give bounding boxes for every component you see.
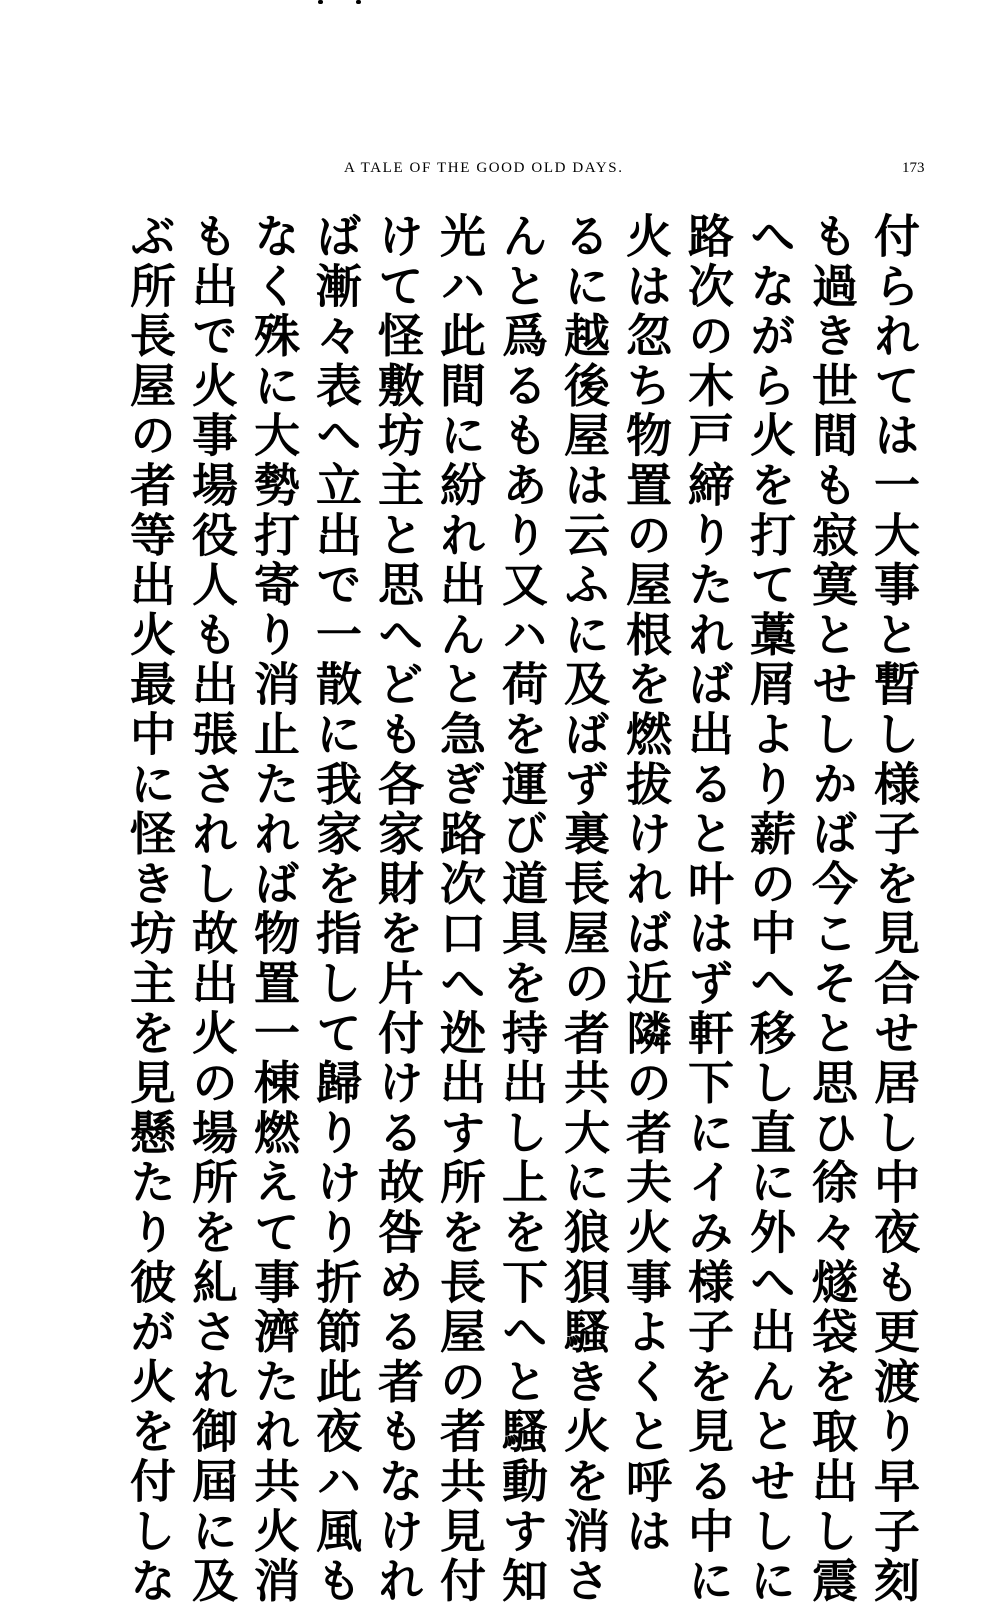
page-number: 173 xyxy=(902,160,925,176)
text-column-5: 火は忽ち物置の屋根を燃拔ければ近隣の者夫火事よくと呼は xyxy=(619,212,673,1557)
stray-ink-mark xyxy=(356,0,361,4)
text-column-1: 付られては一大事と暫し様子を見合せ居し中夜も更渡り早子刻 xyxy=(867,212,921,1606)
text-column-7: んと爲るもあり又ハ荷を運び道具を持出し上を下へと騷動す知 xyxy=(495,212,549,1606)
text-column-8: 光ハ此間に紛れ出んと急ぎ路次口へ迯出す所を長屋の者共見付 xyxy=(433,212,487,1606)
text-column-13: ぶ所長屋の者等出火最中に怪き坊主を見懸たり彼が火を付しな xyxy=(123,212,177,1606)
text-column-4: 路次の木戸締りたれば出ると叶はず軒下にイみ様子を見る中に xyxy=(681,212,735,1606)
text-column-11: なく殊に大勢打寄り消止たれば物置一棟燃えて事濟たれ共火消 xyxy=(247,212,301,1606)
text-column-9: けて怪敷坊主と思へども各家財を片付ける故咎める者もなけれ xyxy=(371,212,425,1606)
stray-ink-mark xyxy=(318,0,323,4)
text-column-2: も過き世間も寂寞とせしかば今こそと思ひ徐々燧袋を取出し震 xyxy=(805,212,859,1606)
text-column-6: るに越後屋は云ふに及ばず裏長屋の者共大に狼狽騷き火を消さ xyxy=(557,212,611,1606)
text-column-3: へながら火を打て藁屑より薪の中へ移し直に外へ出んとせしに xyxy=(743,212,797,1606)
text-column-10: ば漸々表へ立出で一散に我家を指して歸りけり折節此夜ハ風も xyxy=(309,212,363,1606)
running-header-title: A TALE OF THE GOOD OLD DAYS. xyxy=(344,160,624,176)
text-column-12: も出で火事場役人も出張されし故出火の場所を糺され御屆に及 xyxy=(185,212,239,1606)
